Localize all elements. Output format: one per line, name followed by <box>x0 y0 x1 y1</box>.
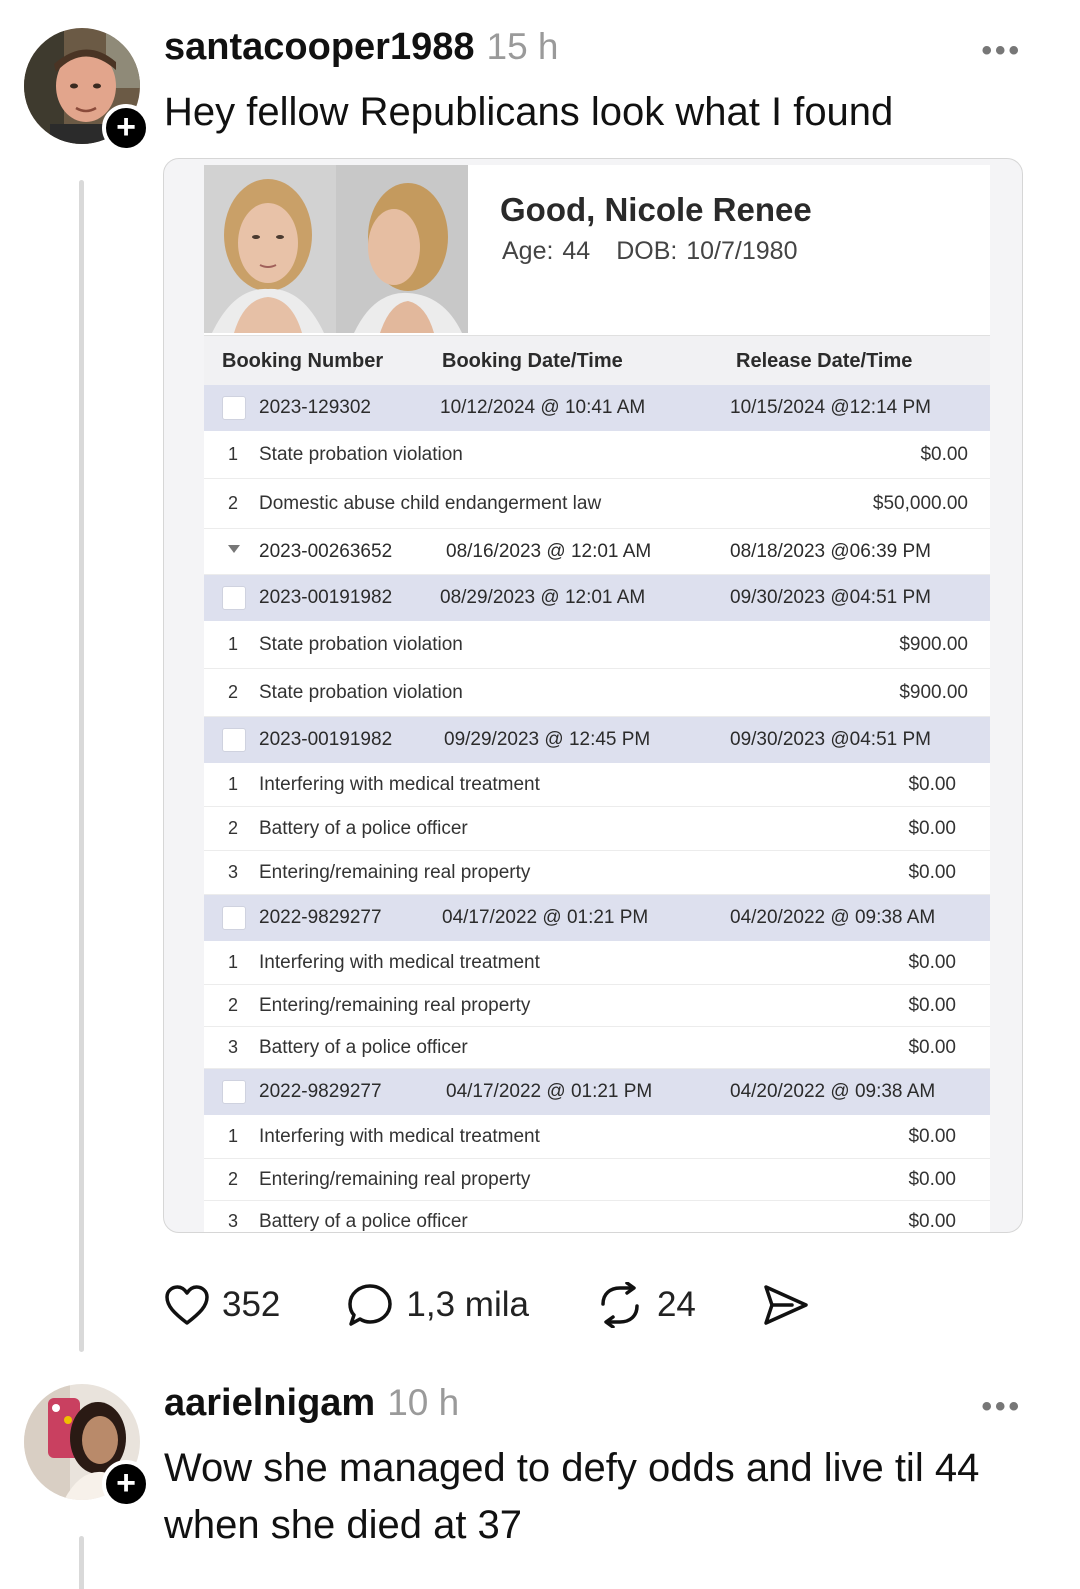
follow-plus-icon[interactable]: + <box>102 104 150 152</box>
age: Age: 44 <box>502 237 591 265</box>
charge-description: Entering/remaining real property <box>259 1169 531 1190</box>
charge-row <box>204 1201 990 1233</box>
timestamp: 10 h <box>387 1382 460 1423</box>
booking-number: 2022-9829277 <box>259 907 382 928</box>
charge-description: State probation violation <box>259 682 463 703</box>
booking-number: 2023-00191982 <box>259 587 393 608</box>
booking-date: 08/16/2023 @ 12:01 AM <box>446 541 652 562</box>
send-arrow-icon <box>762 1283 810 1327</box>
bond-amount: $0.00 <box>908 1037 956 1058</box>
heart-icon <box>164 1284 210 1326</box>
dob: DOB: 10/7/1980 <box>616 237 798 265</box>
column-header: Booking Number <box>222 350 384 372</box>
release-date: 09/30/2023 @04:51 PM <box>730 729 931 750</box>
bond-amount: $0.00 <box>908 1126 956 1147</box>
comment-bubble-icon <box>346 1282 394 1328</box>
charge-number: 3 <box>228 1037 239 1057</box>
column-header: Booking Date/Time <box>442 350 623 372</box>
post-header <box>164 26 559 69</box>
charge-row <box>204 763 990 807</box>
charge-description: Entering/remaining real property <box>259 862 531 883</box>
release-date: 08/18/2023 @06:39 PM <box>730 541 931 562</box>
charge-description: Battery of a police officer <box>259 818 468 839</box>
bond-amount: $0.00 <box>908 995 956 1016</box>
follow-plus-icon[interactable]: + <box>102 1460 150 1508</box>
charge-number: 1 <box>228 774 239 794</box>
charge-number: 2 <box>228 682 239 702</box>
post-image[interactable] <box>163 158 1023 1233</box>
bond-amount: $0.00 <box>908 1211 956 1232</box>
post-2 <box>0 1370 1080 1589</box>
repost-count: 24 <box>656 1285 696 1324</box>
release-date: 04/20/2022 @ 09:38 AM <box>730 1081 936 1102</box>
repost-button[interactable] <box>595 1282 696 1328</box>
bond-amount: $0.00 <box>908 774 956 795</box>
charge-description: Interfering with medical treatment <box>259 952 540 973</box>
booking-date: 04/17/2022 @ 01:21 PM <box>442 907 649 928</box>
thread-line <box>79 1536 84 1589</box>
bond-amount: $900.00 <box>899 634 968 655</box>
inmate-name: Good, Nicole Renee <box>500 191 812 228</box>
charge-row <box>204 1027 990 1069</box>
release-date: 04/20/2022 @ 09:38 AM <box>730 907 936 928</box>
booking-row[interactable] <box>204 529 990 575</box>
bond-amount: $0.00 <box>908 818 956 839</box>
booking-row[interactable] <box>204 895 990 941</box>
charge-row <box>204 985 990 1027</box>
bond-amount: $0.00 <box>908 952 956 973</box>
charge-number: 2 <box>228 493 239 513</box>
booking-number: 2023-00263652 <box>259 541 393 562</box>
bond-amount: $0.00 <box>908 862 956 883</box>
booking-date: 04/17/2022 @ 01:21 PM <box>446 1081 653 1102</box>
thread-line <box>79 180 84 1352</box>
more-options-icon[interactable]: ••• <box>981 34 1022 67</box>
column-header: Release Date/Time <box>736 350 913 372</box>
like-button[interactable] <box>164 1284 280 1326</box>
charge-number: 1 <box>228 952 239 972</box>
charge-number: 1 <box>228 634 239 654</box>
row-checkbox[interactable] <box>222 396 246 420</box>
charge-description: Interfering with medical treatment <box>259 1126 540 1147</box>
booking-date: 10/12/2024 @ 10:41 AM <box>440 397 646 418</box>
age-dob <box>502 237 823 266</box>
charge-row <box>204 1159 990 1201</box>
charge-description: Battery of a police officer <box>259 1037 468 1058</box>
bond-amount: $0.00 <box>908 1169 956 1190</box>
charge-description: Entering/remaining real property <box>259 995 531 1016</box>
jail-record-sheet <box>204 165 990 1233</box>
booking-date: 09/29/2023 @ 12:45 PM <box>444 729 651 750</box>
charge-number: 1 <box>228 1126 239 1146</box>
charge-number: 2 <box>228 1169 239 1189</box>
charge-number: 1 <box>228 444 239 464</box>
booking-number: 2023-129302 <box>259 397 371 418</box>
bond-amount: $0.00 <box>920 444 968 465</box>
reply-count: 1,3 mila <box>406 1285 529 1324</box>
post-text: Hey fellow Republicans look what I found <box>164 90 894 134</box>
charge-row <box>204 851 990 895</box>
row-checkbox[interactable] <box>222 906 246 930</box>
charge-row <box>204 431 990 479</box>
charge-number: 2 <box>228 995 239 1015</box>
charge-row <box>204 479 990 529</box>
charge-number: 3 <box>228 1211 239 1231</box>
row-checkbox[interactable] <box>222 586 246 610</box>
charge-row <box>204 807 990 851</box>
charge-row <box>204 941 990 985</box>
charge-description: Domestic abuse child endangerment law <box>259 493 602 514</box>
timestamp: 15 h <box>486 26 559 67</box>
charge-row <box>204 669 990 717</box>
post-text: Wow she managed to defy odds and live til 44 when she died at 37 <box>164 1446 980 1547</box>
mugshot-image <box>204 165 468 333</box>
booking-row[interactable] <box>204 575 990 621</box>
username[interactable]: santacooper1988 <box>164 26 475 68</box>
bond-amount: $900.00 <box>899 682 968 703</box>
avatar-santacooper1988[interactable] <box>24 28 140 144</box>
charge-description: State probation violation <box>259 634 463 655</box>
booking-number: 2023-00191982 <box>259 729 393 750</box>
release-date: 10/15/2024 @12:14 PM <box>730 397 931 418</box>
charge-description: Interfering with medical treatment <box>259 774 540 795</box>
reply-button[interactable] <box>346 1282 529 1328</box>
charge-number: 2 <box>228 818 239 838</box>
like-count: 352 <box>222 1285 281 1324</box>
release-date: 09/30/2023 @04:51 PM <box>730 587 931 608</box>
charge-row <box>204 621 990 669</box>
booking-row[interactable] <box>204 1069 990 1115</box>
booking-date: 08/29/2023 @ 12:01 AM <box>440 587 646 608</box>
more-options-icon[interactable]: ••• <box>981 1390 1022 1423</box>
charge-number: 3 <box>228 862 239 882</box>
repost-arrows-icon <box>595 1282 645 1328</box>
bond-amount: $50,000.00 <box>872 493 968 514</box>
charge-description: State probation violation <box>259 444 463 465</box>
booking-row[interactable] <box>204 385 990 431</box>
expand-caret-icon[interactable] <box>228 545 240 553</box>
post-header <box>164 1382 459 1425</box>
avatar-aarielnigam[interactable] <box>24 1384 140 1500</box>
row-checkbox[interactable] <box>222 1080 246 1104</box>
row-checkbox[interactable] <box>222 728 246 752</box>
charge-description: Battery of a police officer <box>259 1211 468 1232</box>
share-button[interactable] <box>762 1283 810 1327</box>
booking-row[interactable] <box>204 717 990 763</box>
booking-number: 2022-9829277 <box>259 1081 382 1102</box>
post-actions <box>164 1280 876 1330</box>
table-header <box>204 335 990 385</box>
charge-row <box>204 1115 990 1159</box>
username[interactable]: aarielnigam <box>164 1382 376 1424</box>
